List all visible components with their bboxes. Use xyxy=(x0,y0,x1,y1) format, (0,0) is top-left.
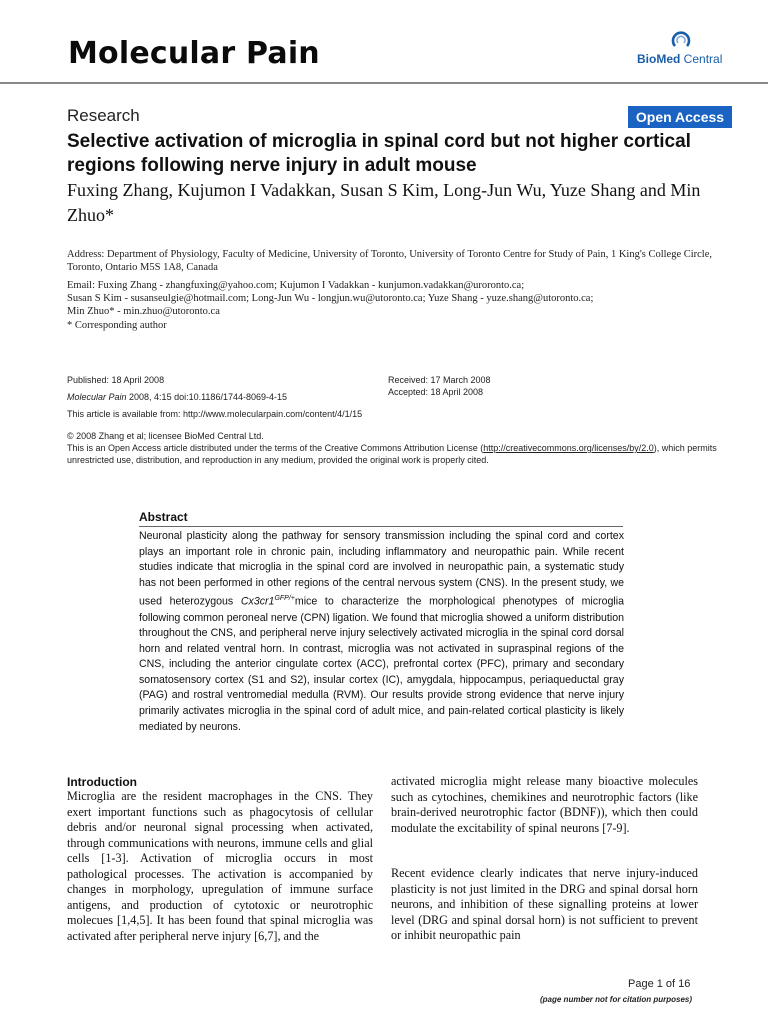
license-link[interactable]: http://creativecommons.org/licenses/by/2.0 xyxy=(483,443,654,453)
received-date: Received: 17 March 2008 xyxy=(388,375,491,385)
license-statement: This is an Open Access article distributed under the terms of the Creative Commons Attribution License (http://creativecommons.org/licenses/by/2.0), which permits unrestricted use, distribution, and reproduction in any medium, provided the original work is properly cited. xyxy=(67,443,717,465)
publisher-logo xyxy=(637,28,727,70)
author-emails xyxy=(67,279,727,318)
accepted-date: Accepted: 18 April 2008 xyxy=(388,387,484,397)
email-line: Susan S Kim - susanseulgie@hotmail.com; Long-Jun Wu - longjun.wu@utoronto.ca; Yuze Shang - yuze.shang@utoronto.ca; xyxy=(67,293,594,304)
page-number: Page 1 of 16 xyxy=(628,978,691,990)
abstract-body: Neuronal plasticity along the pathway for sensory transmission including the spinal cord and cortex plays an important role in chronic pain, including inflammatory and neuropathic pain. While recent studies indicate that microglia in the spinal cord are involved in neuropathic pain, a systematic study has not been performed in other regions of the central nervous system (CNS). In the present study, we used heterozygous $Cx3cr1^{GFP/+}mice$ to characterize the morphological phenotypes of microglia following common peroneal nerve (CPN) ligation. We found that microglia showed a uniform distribution throughout the CNS, and peripheral nerve injury selectively activated microglia in the spinal cord dorsal horn and related ventral horn. In contrast, microglia was not activated in supraspinal regions of the CNS, including the anterior cingulate cortex (ACC), prefrontal cortex (PFC), primary and secondary somatosensory cortex (S1 and S2), insular cortex (IC), amygdala, hippocampus, periaqueductal gray (PAG) and rostral ventromedial medulla (RVM). Our results provide strong evidence that nerve injury primarily activates microglia in the spinal cord of adult mice, and pain-related cortical plasticity is likely mediated by neurons. xyxy=(139,530,625,733)
email-line: Min Zhuo* - min.zhuo@utoronto.ca xyxy=(67,306,220,317)
publisher-name: BioMed Central xyxy=(637,52,723,66)
author-address: Address: Department of Physiology, Faculty of Medicine, University of Toronto, University of Toronto Centre for Study of Pain, 1 King's College Circle, Toronto, Ontario M5S 1A8, Canada xyxy=(67,249,713,273)
abstract-divider xyxy=(139,526,623,527)
published-date: Published: 18 April 2008 xyxy=(67,375,165,385)
header-divider xyxy=(0,82,768,84)
article-title: Selective activation of microglia in spinal cord but not higher cortical regions following nerve injury in adult mouse xyxy=(67,131,691,176)
corresponding-author-note: * Corresponding author xyxy=(67,320,167,331)
biomed-central-arc-icon xyxy=(669,28,693,50)
journal-title: Molecular Pain xyxy=(68,36,320,71)
body-column-left: Microglia are the resident macrophages in the CNS. They exert important functions such as phagocytosis of cellular debris and/or neuronal signal processing when activated, through communications with neurons, immune cells and glial cells [1-3]. Activation of microglia occurs in most pathological processes. The activation is accompanied by changes in morphology, upregulation of immune surface antigens, and production of cytotoxic or neurotrophic molecues [1,4,5]. It has been found that spinal microglia was activated after peripheral nerve injury [6,7], and the xyxy=(67,789,373,943)
page-number-note: (page number not for citation purposes) xyxy=(540,995,693,1004)
author-list: Fuxing Zhang, Kujumon I Vadakkan, Susan S Kim, Long-Jun Wu, Yuze Shang and Min Zhuo* xyxy=(67,180,701,225)
copyright-line: © 2008 Zhang et al; licensee BioMed Central Ltd. xyxy=(67,431,264,441)
abstract-heading: Abstract xyxy=(139,510,188,524)
citation: Molecular Pain 2008, 4:15 doi:10.1186/1744-8069-4-15 xyxy=(67,392,287,402)
body-column-right-paragraph: activated microglia might release many bioactive molecules such as cytochines, chemikines and neurotrophic factors (like brain-derived neurotrophic factor (BDNF)), which then could modulate the excitability of spinal neurons [7-9]. xyxy=(391,774,698,835)
article-type: Research xyxy=(67,106,140,125)
email-line: Email: Fuxing Zhang - zhangfuxing@yahoo.com; Kujumon I Vadakkan - kunjumon.vadakkan@uroronto.ca; xyxy=(67,280,525,291)
introduction-heading: Introduction xyxy=(67,775,137,789)
open-access-badge: Open Access xyxy=(628,106,732,128)
article-url[interactable]: This article is available from: http://www.molecularpain.com/content/4/1/15 xyxy=(67,409,363,419)
body-column-right-paragraph: Recent evidence clearly indicates that nerve injury-induced plasticity is not just limited in the DRG and spinal dorsal horn neurons, and inhibition of these signalling proteins at lower level (DRG and spinal dorsal horn) is not sufficient to prevent or inhibit neuropathic pain xyxy=(391,866,698,942)
